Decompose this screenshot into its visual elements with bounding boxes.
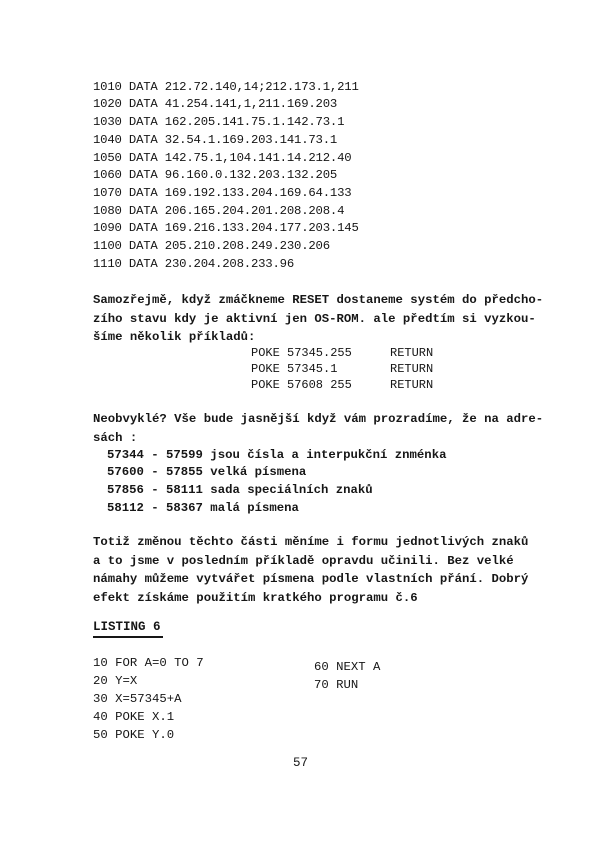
- poke-action: RETURN: [390, 346, 434, 360]
- code-line: 20 Y=X: [93, 674, 138, 688]
- code-line: 40 POKE X.1: [93, 710, 175, 724]
- address-range: 58112 - 58367 malá písmena: [107, 501, 299, 515]
- poke-command: POKE 57608 255: [251, 378, 352, 392]
- poke-command: POKE 57345.1: [251, 362, 338, 376]
- data-line: 1080 DATA 206.165.204.201.208.208.4: [93, 204, 345, 218]
- data-line: 1060 DATA 96.160.0.132.203.132.205: [93, 168, 338, 182]
- paragraph-line: námahy můžeme vytvářet písmena podle vlastních přání. Dobrý: [93, 572, 529, 586]
- data-line: 1100 DATA 205.210.208.249.230.206: [93, 239, 330, 253]
- data-line: 1030 DATA 162.205.141.75.1.142.73.1: [93, 115, 345, 129]
- paragraph-line: Neobvyklé? Vše bude jasnější když vám prozradíme, že na adre-: [93, 412, 544, 426]
- paragraph-line: sách :: [93, 430, 138, 445]
- paragraph-line: a to jsme v posledním příkladě opravdu učinili. Bez velké: [93, 553, 514, 568]
- code-line: 10 FOR A=0 TO 7: [93, 656, 204, 670]
- data-line: 1110 DATA 230.204.208.233.96: [93, 257, 295, 271]
- data-line: 1010 DATA 212.72.140,14;212.173.1,211: [93, 80, 359, 94]
- data-line: 1040 DATA 32.54.1.169.203.141.73.1: [93, 133, 338, 147]
- listing-title: LISTING 6: [93, 620, 161, 634]
- code-line: 70 RUN: [314, 678, 359, 692]
- paragraph-line: Totiž změnou těchto části měníme i formu jednotlivých znaků: [93, 535, 529, 549]
- code-line: 60 NEXT A: [314, 660, 381, 674]
- paragraph-line: efekt získáme použitím kratkého programu č.6: [93, 590, 418, 605]
- paragraph-line: šíme několik příkladů:: [93, 330, 256, 344]
- paragraph-line: Samozřejmě, když zmáčkneme RESET dostaneme systém do předcho-: [93, 293, 544, 307]
- code-line: 50 POKE Y.0: [93, 728, 175, 742]
- code-line: 30 X=57345+A: [93, 692, 182, 706]
- address-range: 57344 - 57599 jsou čísla a interpukční znménka: [107, 448, 447, 462]
- data-line: 1020 DATA 41.254.141,1,211.169.203: [93, 97, 338, 111]
- data-line: 1070 DATA 169.192.133.204.169.64.133: [93, 186, 352, 200]
- paragraph-question: [93, 410, 543, 447]
- paragraph-explanation: [93, 533, 543, 607]
- poke-action: RETURN: [390, 362, 434, 376]
- data-line: 1090 DATA 169.216.133.204.177.203.145: [93, 221, 359, 235]
- address-range: 57600 - 57855 velká písmena: [107, 465, 307, 479]
- paragraph-intro: [93, 291, 543, 347]
- poke-action: RETURN: [390, 378, 434, 392]
- listing-title-underline: [93, 636, 163, 638]
- address-range: 57856 - 58111 sada speciálních znaků: [107, 483, 373, 497]
- page-number: 57: [293, 756, 309, 770]
- poke-command: POKE 57345.255: [251, 346, 352, 360]
- paragraph-line: zího stavu kdy je aktivní jen OS-ROM. ale předtím si vyzkou-: [93, 311, 536, 326]
- data-line: 1050 DATA 142.75.1,104.141.14.212.40: [93, 151, 352, 165]
